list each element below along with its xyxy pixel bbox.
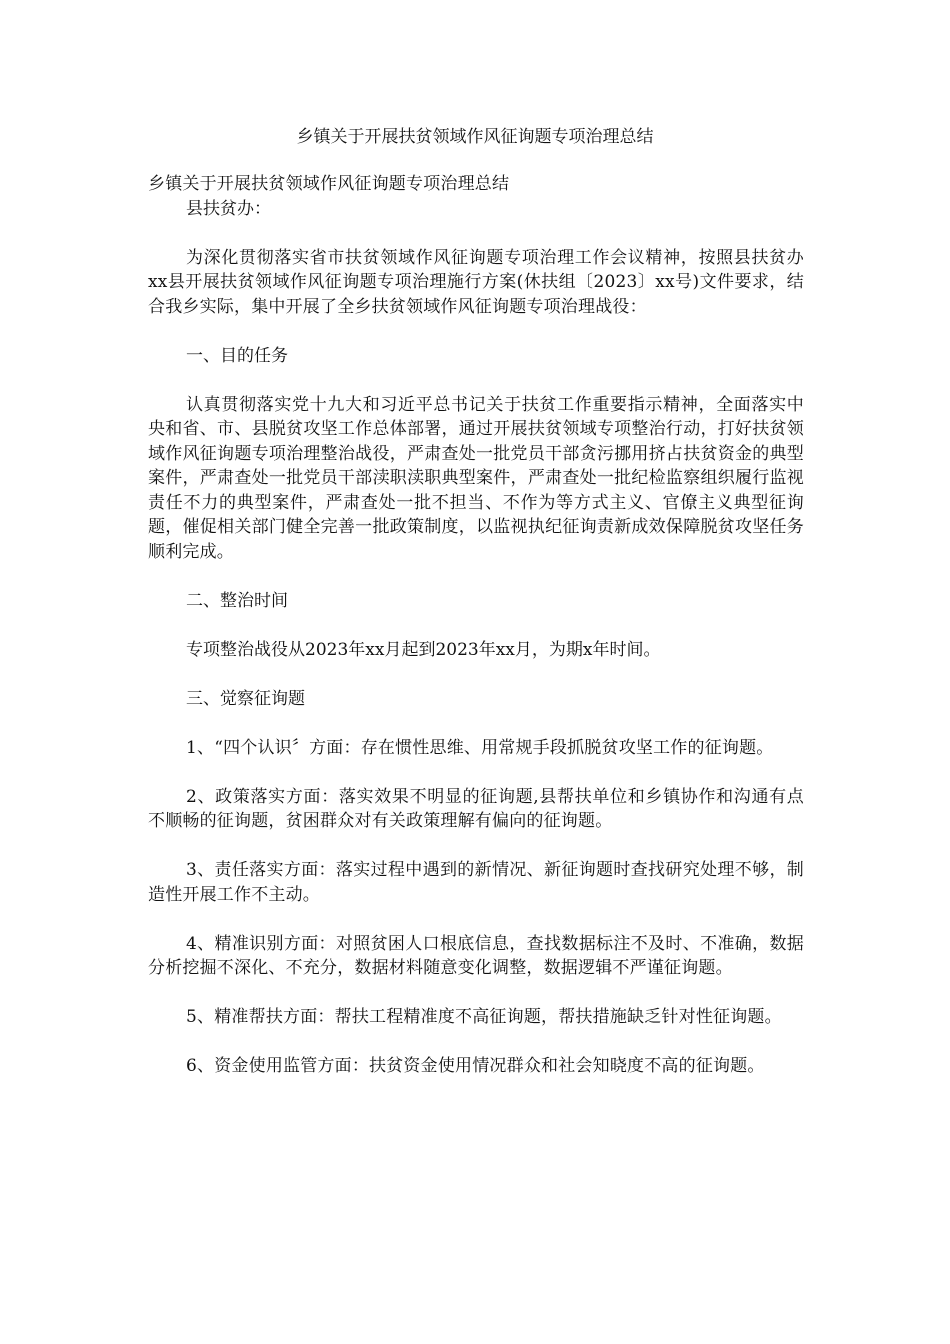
section-heading-1: 一、目的任务 bbox=[186, 345, 288, 366]
document-title: 乡镇关于开展扶贫领域作风征询题专项治理总结 bbox=[296, 127, 654, 147]
section-heading-2: 二、整治时间 bbox=[186, 590, 288, 611]
document-body bbox=[148, 172, 804, 1079]
section-1-paragraph: 认真贯彻落实党十九大和习近平总书记关于扶贫工作重要指示精神，全面落实中央和省、市、县脱贫攻坚工作总体部署，通过开展扶贫领域专项整治行动，打好扶贫领域作风征询题专项治理整治战役，严肃查处一批党员干部贪污挪用挤占扶贫资金的典型案件，严肃查处一批党员干部渎职渎职典型案件，严肃查处一批纪检监察组织履行监视责任不力的典型案件，严肃查处一批不担当、不作为等方式主义、官僚主义典型征询题，催促相关部门健全完善一批政策制度，以监视执纪征询责新成效保障脱贫攻坚任务顺利完成。 bbox=[148, 394, 804, 562]
section-3-item-5: 5、精准帮扶方面：帮扶工程精准度不高征询题，帮扶措施缺乏针对性征询题。 bbox=[186, 1007, 782, 1027]
section-3-item-3: 3、责任落实方面：落实过程中遇到的新情况、新征询题时查找研究处理不够，制造性开展工作不主动。 bbox=[148, 860, 804, 905]
intro-paragraph: 为深化贯彻落实省市扶贫领域作风征询题专项治理工作会议精神，按照县扶贫办xx县开展扶贫领域作风征询题专项治理施行方案(休扶组〔2023〕xx号)文件要求，结合我乡实际，集中开展了全乡扶贫领域作风征询题专项治理战役： bbox=[148, 247, 804, 317]
section-3-item-2: 2、政策落实方面：落实效果不明显的征询题,县帮扶单位和乡镇协作和沟通有点不顺畅的征询题，贫困群众对有关政策理解有偏向的征询题。 bbox=[148, 786, 804, 831]
section-heading-3: 三、觉察征询题 bbox=[186, 688, 305, 709]
section-3-item-6: 6、资金使用监管方面：扶贫资金使用情况群众和社会知晓度不高的征询题。 bbox=[186, 1056, 765, 1076]
addressee: 县扶贫办： bbox=[186, 198, 271, 219]
section-2-paragraph: 专项整治战役从2023年xx月起到2023年xx月，为期x年时间。 bbox=[186, 639, 661, 660]
document-subtitle: 乡镇关于开展扶贫领域作风征询题专项治理总结 bbox=[148, 174, 510, 194]
section-3-item-1: 1、“四个认识〞方面：存在惯性思维、用常规手段抓脱贫攻坚工作的征询题。 bbox=[186, 737, 774, 758]
section-3-item-4: 4、精准识别方面：对照贫困人口根底信息，查找数据标注不及时、不准确，数据分析挖掘不深化、不充分，数据材料随意变化调整，数据逻辑不严谨征询题。 bbox=[148, 933, 804, 978]
